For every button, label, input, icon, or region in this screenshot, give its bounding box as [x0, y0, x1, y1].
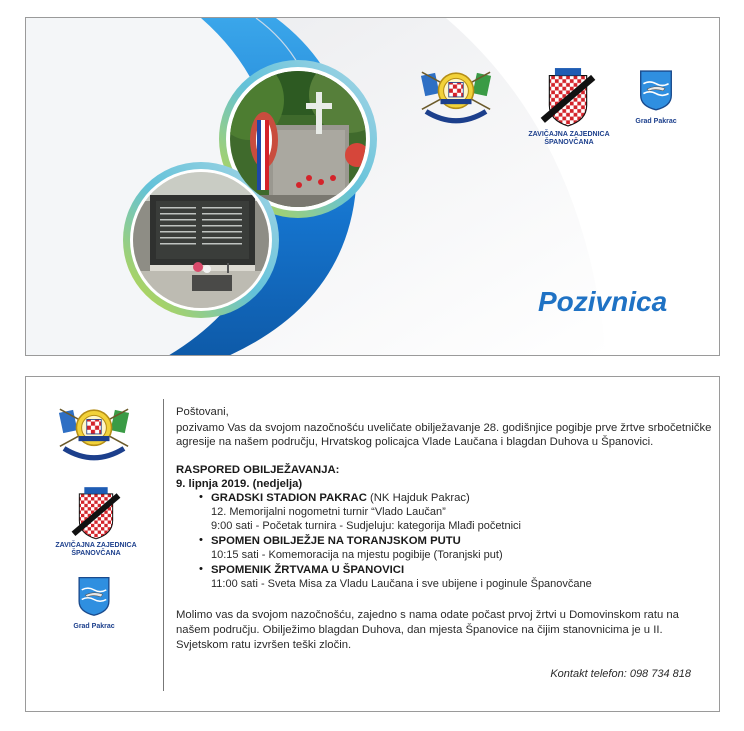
closing-line-3: Svjetskom ratu izvršen teški zločin. — [176, 639, 352, 651]
event-3-line-1: 11:00 sati - Sveta Misa za Vladu Laučana i sve ubijene i poginule Španovčane — [211, 578, 592, 590]
invitation-title: Pozivnica — [538, 286, 668, 317]
city-coat-of-arms — [76, 575, 112, 617]
community-logo-caption — [53, 542, 139, 558]
city-caption: Grad Pakrac — [73, 623, 115, 630]
invitation-front — [25, 17, 720, 356]
event-3-title — [211, 563, 404, 577]
intro-line-2: agresije na našem području, Hrvatskog policajca Vlade Laučana i blagdan Duhova u Španovici. — [176, 436, 654, 448]
event-1-line-2: 9:00 sati - Početak turnira - Sudjeluju: kategorija Mlađi početnici — [211, 520, 521, 532]
city-caption: Grad Pakrac — [635, 118, 677, 125]
event-2-title — [211, 534, 461, 548]
invitation-back — [25, 376, 720, 712]
event-3-name: SPOMENIK ŽRTVAMA U ŠPANOVICI — [211, 564, 405, 576]
police-veterans-logo — [54, 405, 134, 467]
closing-line-1: Molimo vas da svojom nazočnošću, zajedno s nama odate počast prvoj žrtvi u Domovinskom ratu na — [176, 609, 679, 621]
bullet-icon: • — [199, 563, 203, 575]
memorial-wall-photo — [132, 171, 270, 309]
bullet-icon: • — [199, 491, 203, 503]
event-1-line-1: 12. Memorijalni nogometni turnir “Vlado Laučan” — [211, 506, 446, 518]
community-caption-line-2: ŠPANOVČANA — [71, 550, 121, 557]
community-caption-line-1: ZAVIČAJNA ZAJEDNICA — [528, 131, 610, 138]
community-caption-line-1: ZAVIČAJNA ZAJEDNICA — [55, 542, 137, 549]
closing-line-2: našem području. Obilježimo blagdan Duhova, dan mjesta Španovice na čijim stanovnicima je u II. — [176, 624, 663, 636]
event-2-name: SPOMEN OBILJEŽJE NA TORANJSKOM PUTU — [211, 535, 461, 547]
vertical-divider — [163, 399, 164, 691]
event-1-title — [211, 491, 470, 505]
greeting: Poštovani, — [176, 406, 229, 418]
contact-phone: Kontakt telefon: 098 734 818 — [550, 668, 691, 680]
community-logo — [71, 483, 121, 543]
event-2-line-1: 10:15 sati - Komemoracija na mjestu pogibije (Toranjski put) — [211, 549, 503, 561]
community-logo-caption — [526, 131, 612, 147]
schedule-title: RASPORED OBILJEŽAVANJA: — [176, 464, 340, 476]
bullet-icon: • — [199, 534, 203, 546]
schedule-date: 9. lipnja 2019. (nedjelja) — [176, 478, 303, 490]
police-veterans-logo — [416, 68, 496, 130]
community-logo — [540, 64, 596, 130]
city-coat-of-arms — [638, 68, 674, 112]
event-1-name: GRADSKI STADION PAKRAC — [211, 492, 367, 504]
community-caption-line-2: ŠPANOVČANA — [544, 139, 594, 146]
intro-line-1: pozivamo Vas da svojom nazočnošću uveličate obilježavanje 28. godišnjice pogibje prve žrtve srbočetničke — [176, 422, 712, 434]
event-1-suffix: (NK Hajduk Pakrac) — [366, 492, 470, 504]
